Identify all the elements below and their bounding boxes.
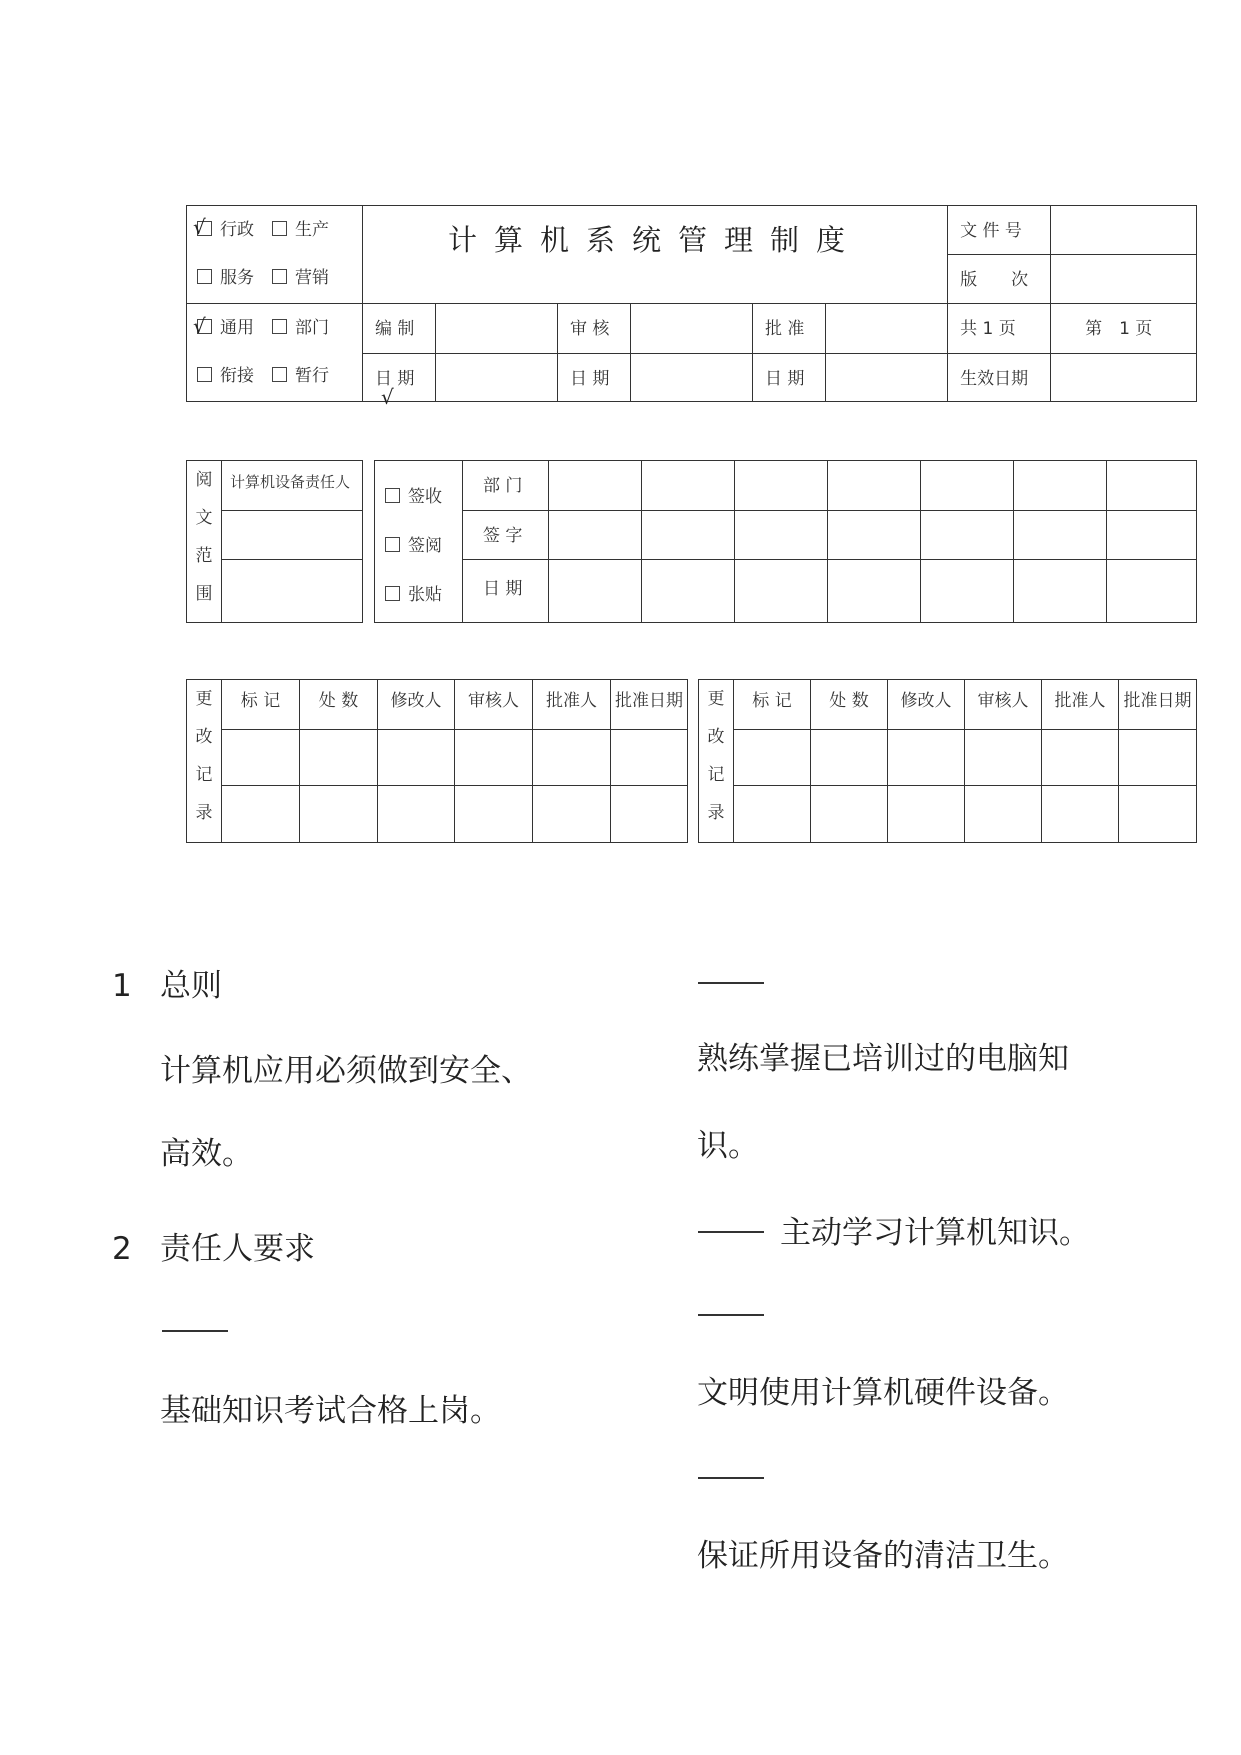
signature-cell[interactable] <box>921 511 1014 560</box>
record-cell[interactable] <box>965 730 1042 786</box>
department-cell[interactable] <box>828 461 921 511</box>
check-mark-tongyong: √ <box>193 314 206 338</box>
category-option-yingxiao[interactable]: 营销 <box>272 254 329 302</box>
date-cell[interactable] <box>549 560 642 623</box>
header-table <box>186 205 1197 402</box>
checkbox-icon[interactable] <box>385 488 400 503</box>
checkbox-icon[interactable] <box>197 367 212 382</box>
checkbox-icon[interactable] <box>272 367 287 382</box>
dash-item-5 <box>698 1477 764 1479</box>
department-cell[interactable] <box>642 461 735 511</box>
dash-item-3 <box>698 1231 764 1233</box>
category-options-cell <box>187 206 363 304</box>
date-cell[interactable] <box>1014 560 1107 623</box>
scope-option-tongyong[interactable]: 通用 <box>197 304 254 352</box>
signature-cell[interactable] <box>828 511 921 560</box>
record-cell[interactable] <box>222 786 300 843</box>
department-cell[interactable] <box>735 461 828 511</box>
department-cell[interactable] <box>921 461 1014 511</box>
file-no-value-cell[interactable] <box>1051 206 1197 255</box>
effective-date-value-cell[interactable] <box>1051 354 1197 402</box>
section-1-heading: 1 总则 <box>112 968 222 1004</box>
record-cell[interactable] <box>455 786 533 843</box>
requirement-4: 文明使用计算机硬件设备。 <box>697 1375 1069 1411</box>
change-record-table-left <box>186 679 688 843</box>
scope-option-bumen[interactable]: 部门 <box>272 304 329 352</box>
check-mark-xingzheng: √ <box>193 215 206 239</box>
distribution-sign-table <box>374 460 1197 623</box>
option-zhangtie[interactable]: 张贴 <box>385 571 442 620</box>
compile-label-cell: 编 制 <box>363 304 436 354</box>
review-value-cell[interactable] <box>631 304 753 354</box>
checkbox-icon[interactable] <box>385 537 400 552</box>
compile-value-cell[interactable] <box>436 304 558 354</box>
col-header-modifier: 修改人 <box>378 680 455 730</box>
col-header-reviewer: 审核人 <box>965 680 1042 730</box>
col-header-count: 处 数 <box>300 680 378 730</box>
record-cell[interactable] <box>888 786 965 843</box>
col-header-count: 处 数 <box>811 680 888 730</box>
col-header-approve-date: 批准日期 <box>611 680 688 730</box>
file-no-label-cell: 文 件 号 <box>948 206 1051 255</box>
record-cell[interactable] <box>300 730 378 786</box>
signature-label-cell: 签 字 <box>463 511 549 560</box>
responsible-label-cell: 计算机设备责任人 <box>222 461 363 511</box>
approve-date-label-cell: 日 期 <box>753 354 826 402</box>
record-cell[interactable] <box>611 786 688 843</box>
category-option-fuwu[interactable]: 服务 <box>197 254 254 302</box>
distribution-scope-table <box>186 460 363 623</box>
col-header-approver: 批准人 <box>1042 680 1119 730</box>
signature-cell[interactable] <box>1014 511 1107 560</box>
record-cell[interactable] <box>888 730 965 786</box>
compile-date-value-cell[interactable] <box>436 354 558 402</box>
checkbox-icon[interactable] <box>272 269 287 284</box>
dash-item-4 <box>698 1314 764 1316</box>
total-pages-cell: 共 1 页 <box>948 304 1051 354</box>
approve-value-cell[interactable] <box>826 304 948 354</box>
option-qianshou[interactable]: 签收 <box>385 473 442 522</box>
record-cell[interactable] <box>811 730 888 786</box>
version-value-cell[interactable] <box>1051 255 1197 304</box>
distribution-side-label: 阅 文 范 围 <box>187 461 222 623</box>
section-2-heading: 2 责任人要求 <box>112 1231 315 1267</box>
col-header-mark: 标 记 <box>222 680 300 730</box>
dash-item-1 <box>162 1330 228 1332</box>
change-side-label: 更 改 记 录 <box>187 680 222 843</box>
option-qianyue[interactable]: 签阅 <box>385 522 442 571</box>
effective-date-label-cell: 生效日期 <box>948 354 1051 402</box>
signature-cell[interactable] <box>735 511 828 560</box>
requirement-2-line2: 识。 <box>697 1128 759 1164</box>
page-no-cell: 第 1 页 <box>1051 304 1197 354</box>
change-side-label: 更 改 记 录 <box>699 680 734 843</box>
record-cell[interactable] <box>1119 730 1197 786</box>
date-label-cell: 日 期 <box>463 560 549 623</box>
record-cell[interactable] <box>734 730 811 786</box>
section-1-text-line1: 计算机应用必须做到安全、 <box>160 1053 532 1089</box>
date-cell[interactable] <box>642 560 735 623</box>
requirement-1: 基础知识考试合格上岗。 <box>160 1393 501 1429</box>
scope-option-xianjie[interactable]: 衔接 <box>197 352 254 400</box>
requirement-3: 主动学习计算机知识。 <box>780 1215 1090 1251</box>
checkbox-icon[interactable] <box>272 221 287 236</box>
record-cell[interactable] <box>378 730 455 786</box>
signature-cell[interactable] <box>549 511 642 560</box>
record-cell[interactable] <box>378 786 455 843</box>
review-date-value-cell[interactable] <box>631 354 753 402</box>
version-label-cell: 版 次 <box>948 255 1051 304</box>
check-mark-date: √ <box>381 385 394 409</box>
approve-date-value-cell[interactable] <box>826 354 948 402</box>
record-cell[interactable] <box>1042 786 1119 843</box>
section-1-text-line2: 高效。 <box>160 1136 253 1172</box>
date-cell[interactable] <box>921 560 1014 623</box>
col-header-mark: 标 记 <box>734 680 811 730</box>
category-option-xingzheng[interactable]: 行政 <box>197 206 254 254</box>
signature-cell[interactable] <box>1107 511 1197 560</box>
responsible-value-cell[interactable] <box>222 511 363 560</box>
approve-label-cell: 批 准 <box>753 304 826 354</box>
compile-date-label-cell: 日 期 <box>363 354 436 402</box>
record-cell[interactable] <box>965 786 1042 843</box>
checkbox-icon[interactable] <box>197 269 212 284</box>
record-cell[interactable] <box>611 730 688 786</box>
category-option-shengchan[interactable]: 生产 <box>272 206 329 254</box>
requirement-2-line1: 熟练掌握已培训过的电脑知 <box>697 1041 1069 1077</box>
record-cell[interactable] <box>533 730 611 786</box>
title-cell <box>363 206 948 304</box>
department-cell[interactable] <box>1014 461 1107 511</box>
review-label-cell: 审 核 <box>558 304 631 354</box>
dash-item-2 <box>698 982 764 984</box>
col-header-approver: 批准人 <box>533 680 611 730</box>
requirement-5: 保证所用设备的清洁卫生。 <box>697 1538 1069 1574</box>
review-date-label-cell: 日 期 <box>558 354 631 402</box>
department-cell[interactable] <box>549 461 642 511</box>
change-record-table-right <box>698 679 1197 843</box>
record-cell[interactable] <box>533 786 611 843</box>
record-cell[interactable] <box>455 730 533 786</box>
record-cell[interactable] <box>1119 786 1197 843</box>
document-title: 计算机系统管理制度 <box>448 223 863 257</box>
col-header-modifier: 修改人 <box>888 680 965 730</box>
record-cell[interactable] <box>811 786 888 843</box>
col-header-approve-date: 批准日期 <box>1119 680 1197 730</box>
date-cell[interactable] <box>735 560 828 623</box>
distribution-options-cell <box>375 461 463 623</box>
department-label-cell: 部 门 <box>463 461 549 511</box>
responsible-value-cell[interactable] <box>222 560 363 623</box>
checkbox-icon[interactable] <box>385 586 400 601</box>
signature-cell[interactable] <box>642 511 735 560</box>
record-cell[interactable] <box>222 730 300 786</box>
record-cell[interactable] <box>300 786 378 843</box>
scope-options-cell <box>187 304 363 402</box>
scope-option-zanxing[interactable]: 暂行 <box>272 352 329 400</box>
date-cell[interactable] <box>828 560 921 623</box>
col-header-reviewer: 审核人 <box>455 680 533 730</box>
record-cell[interactable] <box>1042 730 1119 786</box>
checkbox-icon[interactable] <box>272 319 287 334</box>
record-cell[interactable] <box>734 786 811 843</box>
date-cell[interactable] <box>1107 560 1197 623</box>
department-cell[interactable] <box>1107 461 1197 511</box>
